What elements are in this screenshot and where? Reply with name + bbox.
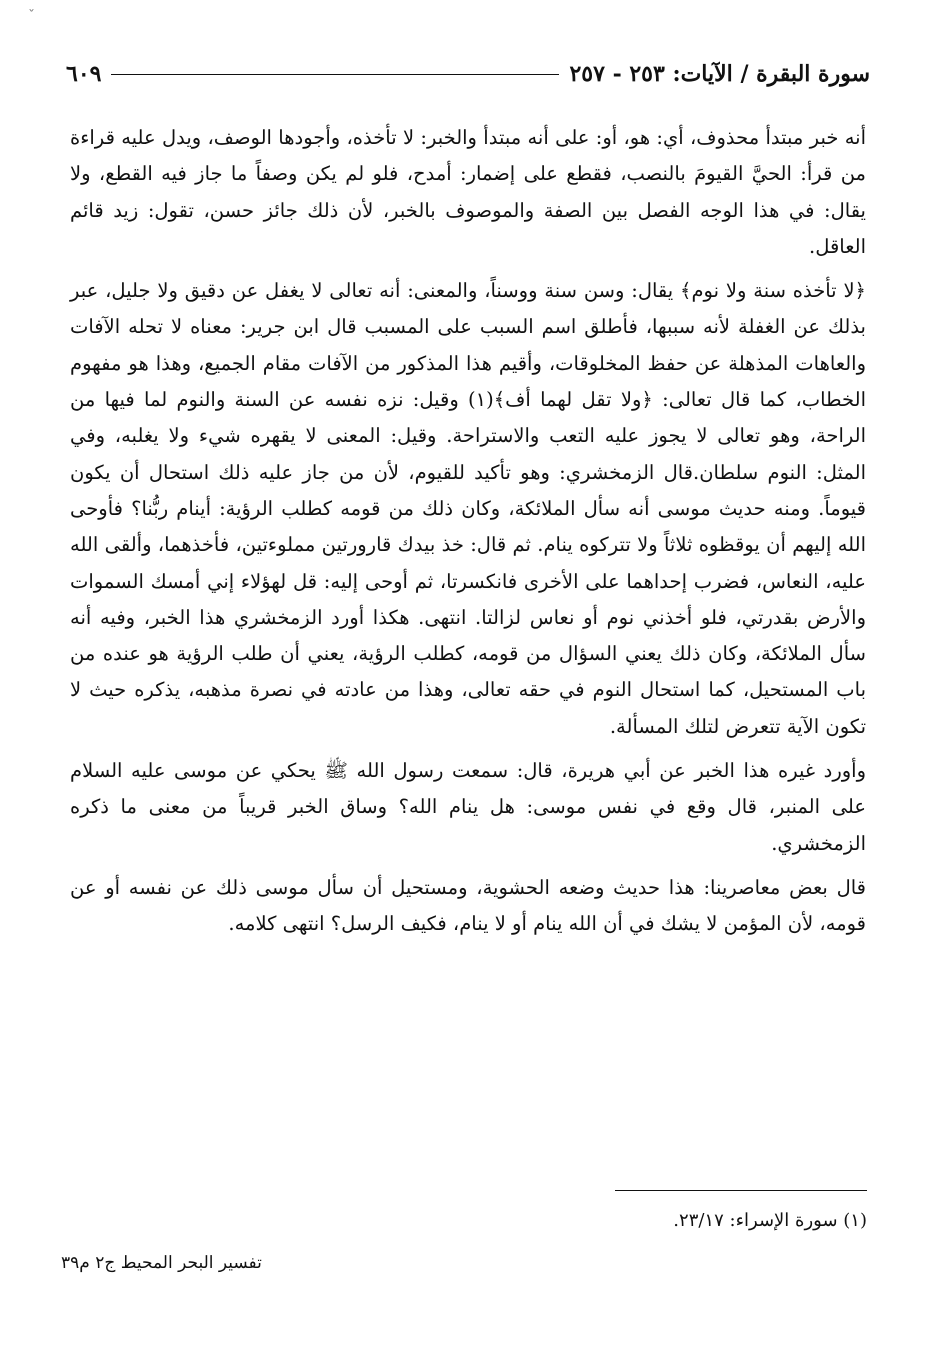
- running-header: [66, 56, 870, 92]
- header-title: سورة البقرة / الآيات: ٢٥٣ - ٢٥٧: [569, 61, 870, 87]
- corner-mark: ˇ: [28, 8, 35, 24]
- paragraph-2: ﴿لا تأخذه سنة ولا نوم﴾ يقال: وسن سنة ووسناً، والمعنى: أنه تعالى لا يغفل عن دقيق ولا جليل، عبر بذلك عن الغفلة لأنه سببها، فأطلق اسم السبب على المسبب قال ابن جرير: معناه لا تحله الآفات والعاهات المذهلة عن حفظ المخلوقات، وأقيم هذا المذكور من الآفات مقام الجميع، وهذا هو مفهوم الخطاب، كما قال تعالى: ﴿ولا تقل لهما أف﴾(١) وقيل: نزه نفسه عن السنة والنوم لما فيها من الراحة، وهو تعالى لا يجوز عليه التعب والاستراحة. وقيل: المعنى لا يقهره شيء ولا يغلبه، وفي المثل: النوم سلطان.قال الزمخشري: وهو تأكيد للقيوم، لأن من جاز عليه ذلك استحال أن يكون قيوماً. ومنه حديث موسى أنه سأل الملائكة، وكان ذلك من قومه كطلب الرؤية: أينام ربُّنا؟ فأوحى الله إليهم أن يوقظوه ثلاثاً ولا تتركوه ينام. ثم قال: خذ بيدك قارورتين مملوءتين، فأخذهما، وألقى الله عليه، النعاس، فضرب إحداهما على الأخرى فانكسرتا، ثم أوحى إليه: قل لهؤلاء إني أمسك السموات والأرض بقدرتي، فلو أخذني نوم أو نعاس لزالتا. انتهى. هكذا أورد الزمخشري هذا الخبر، وفيه أنه سأل الملائكة، وكان ذلك يعني السؤال من قومه، كطلب الرؤية، يعني أن طلب الرؤية هو عنده من باب المستحيل، كما استحال النوم في حقه تعالى، وهذا من عادته في نصرة مذهبه، يذكره حيث لا تكون الآية تتعرض لتلك المسألة.: [70, 279, 867, 738]
- header-rule: [111, 74, 559, 75]
- paragraph-1: أنه خبر مبتدأ محذوف، أي: هو، أو: على أنه مبتدأ والخبر: لا تأخذه، وأجودها الوصف، ويدل عليه قراءة من قرأ: الحيَّ القيومَ بالنصب، فقطع على إضمار: أمدح، فلو لم يكن وصفاً ما جاز فيه القطع، ولا يقال: في هذا الوجه الفصل بين الصفة والموصوف بالخبر، لأن ذلك جائز حسن، تقول: زيد قائم العاقل.: [70, 126, 866, 258]
- page-number: ٦٠٩: [66, 61, 102, 87]
- footnote: (١) سورة الإسراء: ٢٣/١٧.: [673, 1210, 867, 1231]
- signature-line: تفسير البحر المحيط ج٢ م٣٩: [61, 1253, 262, 1273]
- paragraph-4: قال بعض معاصرينا: هذا حديث وضعه الحشوية، ومستحيل أن سأل موسى ذلك عن نفسه أو عن قومه، لأن المؤمن لا يشك في أن الله ينام أو لا ينام، فكيف الرسل؟ انتهى كلامه.: [70, 875, 866, 936]
- paragraph-3: وأورد غيره هذا الخبر عن أبي هريرة، قال: سمعت رسول الله ﷺ يحكي عن موسى عليه السلام على المنبر، قال وقع في نفس موسى: هل ينام الله؟ وساق الخبر قريباً من معنى ما ذكره الزمخشري.: [70, 759, 866, 855]
- body-text: [70, 120, 866, 951]
- footnote-rule: [615, 1190, 867, 1191]
